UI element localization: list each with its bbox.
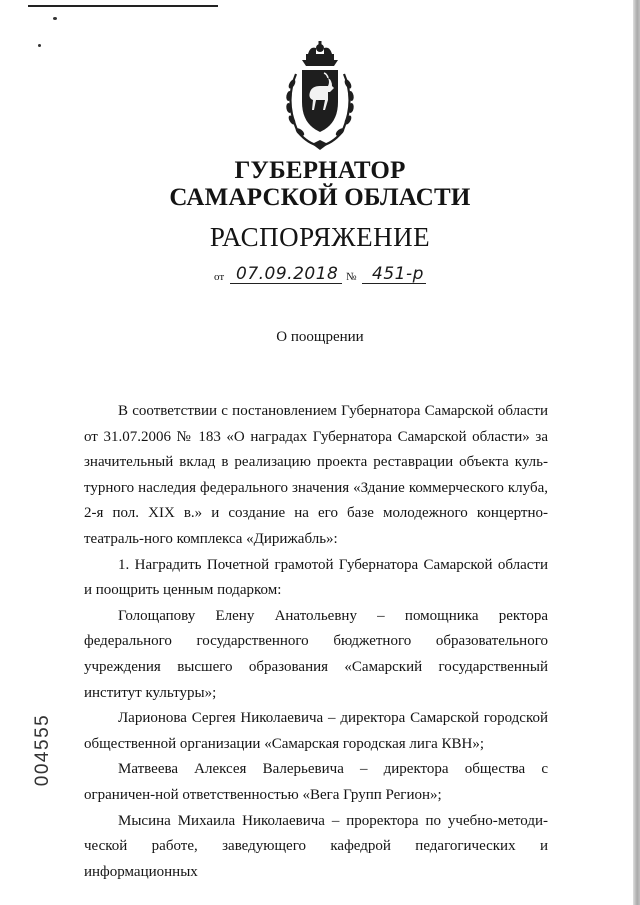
scan-edge-shadow xyxy=(633,0,640,905)
scan-speck xyxy=(38,44,41,47)
document-body xyxy=(84,399,548,885)
handwritten-date: 07.09.2018 xyxy=(236,264,339,284)
body-paragraph: В соответствии с постановлением Губернатора Самарской области от 31.07.2006 № 183 «О наградах Губернатора Самарской области» за значительный вклад в реализацию проекта реставрации объекта куль-турного наследия федерального значения «Здание коммерческого клуба, 2-я пол. XIX в.» и создание на его базе молодежного концертно-театраль-ного комплекса «Дирижабль»: xyxy=(84,403,548,547)
body-paragraph: Ларионова Сергея Николаевича – директора Самарской городской общественной организации «Самарская городская лига КВН»; xyxy=(84,710,548,752)
side-stamp-text: 004555 xyxy=(32,713,53,787)
top-scan-rule xyxy=(28,5,218,7)
scan-speck xyxy=(53,17,57,20)
side-stamp-number xyxy=(30,710,56,790)
handwritten-number: 451-р xyxy=(372,264,424,284)
body-paragraph: Мысина Михаила Николаевича – проректора по учебно-методи-ческой работе, заведующего кафедрой педагогических и информационных xyxy=(84,812,548,880)
issuer-title-line2: САМАРСКОЙ ОБЛАСТИ xyxy=(169,184,471,211)
body-paragraph: 1. Наградить Почетной грамотой Губернатора Самарской области и поощрить ценным подарком: xyxy=(84,556,548,599)
samara-coat-of-arms-icon xyxy=(272,40,368,152)
issuer-title-line1: ГУБЕРНАТОР xyxy=(234,157,406,184)
document-type: РАСПОРЯЖЕНИЕ xyxy=(209,222,431,252)
document-subject: О поощрении xyxy=(276,329,364,345)
date-prefix: от xyxy=(214,271,225,283)
number-prefix: № xyxy=(346,271,357,283)
registration-line xyxy=(212,263,442,287)
body-paragraph: Голощапову Елену Анатольевну – помощника ректора федерального государственного бюджетного образовательного учреждения высшего образования «Самарский государственный институт культуры»; xyxy=(84,607,548,701)
body-paragraph: Матвеева Алексея Валерьевича – директора общества с ограничен-ной ответственностью «Вега Групп Регион»; xyxy=(84,761,548,803)
